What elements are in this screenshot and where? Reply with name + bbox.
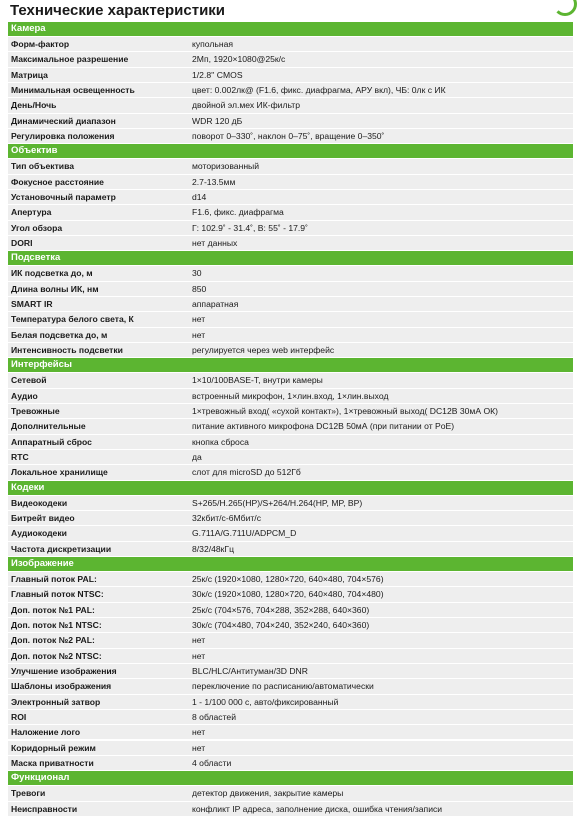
spec-row xyxy=(8,511,573,525)
spec-label: Наложение лого xyxy=(11,727,81,738)
spec-value: регулируется через web интерфейс xyxy=(192,345,335,355)
spec-label: Тревоги xyxy=(11,788,46,799)
spec-row xyxy=(8,221,573,235)
spec-label: Минимальная освещенность xyxy=(11,85,135,96)
spec-value: WDR 120 дБ xyxy=(192,115,243,126)
spec-row xyxy=(8,649,573,663)
spec-label: Шаблоны изображения xyxy=(11,681,112,692)
spec-row xyxy=(8,83,573,97)
spec-table xyxy=(8,22,573,817)
spec-row xyxy=(8,129,573,143)
spec-label: Регулировка положения xyxy=(11,131,115,141)
spec-row xyxy=(8,282,573,296)
spec-label: Интенсивность подсветки xyxy=(11,345,123,355)
spec-label: Сетевой xyxy=(11,375,47,386)
spec-label: Битрейт видео xyxy=(11,513,75,524)
spec-value: G.711A/G.711U/ADPCM_D xyxy=(192,528,297,539)
spec-value: 850 xyxy=(192,283,207,294)
spec-label: ROI xyxy=(11,711,27,722)
spec-value: цвет: 0.002лк@ (F1.6, фикс. диафрагма, АРУ вкл), ЧБ: 0лк с ИК xyxy=(192,85,446,96)
spec-value: кнопка сброса xyxy=(192,436,249,447)
spec-label: Угол обзора xyxy=(11,222,63,233)
spec-value: нет xyxy=(192,742,206,753)
spec-label: Улучшение изображения xyxy=(11,666,117,676)
spec-value: 8 областей xyxy=(192,711,236,722)
spec-row xyxy=(8,450,573,464)
spec-label: SMART IR xyxy=(11,299,53,310)
spec-label: Аппаратный сброс xyxy=(11,436,92,447)
spec-label: Доп. поток №1 NTSC: xyxy=(11,620,102,631)
spec-label: Белая подсветка до, м xyxy=(11,329,108,340)
spec-value: 1×тревожный вход( «сухой контакт»), 1×тревожный выход( DC12В 30мА ОК) xyxy=(192,406,499,417)
spec-label: Установочный параметр xyxy=(11,192,116,203)
spec-value: Г: 102.9˚ - 31.4˚, В: 55˚ - 17.9˚ xyxy=(192,222,308,233)
spec-label: DORI xyxy=(11,238,33,248)
spec-value: 2.7-13.5мм xyxy=(192,176,236,187)
spec-row xyxy=(8,389,573,403)
spec-value: 30к/с (1920×1080, 1280×720, 640×480, 704×480) xyxy=(192,589,384,600)
spec-row xyxy=(8,725,573,739)
spec-value: встроенный микрофон, 1×лин.вход, 1×лин.выход xyxy=(192,390,389,401)
spec-row xyxy=(8,664,573,678)
spec-label: Тип объектива xyxy=(11,161,75,172)
spec-label: Тревожные xyxy=(11,406,60,417)
spec-label: RTC xyxy=(11,452,29,462)
spec-row xyxy=(8,802,573,816)
spec-label: Матрица xyxy=(11,69,48,80)
spec-value: нет данных xyxy=(192,238,238,248)
spec-value: детектор движения, закрытие камеры xyxy=(192,788,344,799)
spec-value: 4 области xyxy=(192,757,232,768)
spec-value: купольная xyxy=(192,39,234,50)
spec-row xyxy=(8,98,573,112)
spec-label: Максимальное разрешение xyxy=(11,54,129,65)
section-header: Камера xyxy=(8,22,573,36)
spec-value: 1×10/100BASE-T, внутри камеры xyxy=(192,375,323,386)
spec-value: 2Мп, 1920×1080@25к/с xyxy=(192,54,286,65)
spec-row xyxy=(8,419,573,433)
spec-label: Электронный затвор xyxy=(11,696,101,707)
spec-row xyxy=(8,343,573,357)
spec-value: да xyxy=(192,452,202,462)
spec-label: Доп. поток №2 NTSC: xyxy=(11,650,102,661)
spec-value: 25к/с (1920×1080, 1280×720, 640×480, 704×576) xyxy=(192,574,384,585)
spec-row xyxy=(8,496,573,510)
spec-value: аппаратная xyxy=(192,299,239,310)
spec-row xyxy=(8,328,573,342)
spec-label: Доп. поток №2 PAL: xyxy=(11,635,95,646)
spec-label: Главный поток NTSC: xyxy=(11,589,104,600)
spec-label: Неисправности xyxy=(11,803,78,814)
spec-row xyxy=(8,435,573,449)
spec-row xyxy=(8,68,573,82)
spec-value: d14 xyxy=(192,192,207,203)
spec-value: 25к/с (704×576, 704×288, 352×288, 640×360) xyxy=(192,604,370,615)
spec-value: 30 xyxy=(192,268,202,279)
spec-label: Частота дискретизации xyxy=(11,543,112,554)
spec-row xyxy=(8,52,573,66)
spec-row xyxy=(8,710,573,724)
spec-row xyxy=(8,37,573,51)
spec-value: 1 - 1/100 000 с, авто/фиксированный xyxy=(192,696,339,707)
spec-label: Температура белого света, К xyxy=(11,314,134,325)
spec-value: 8/32/48кГц xyxy=(192,543,235,554)
spec-row xyxy=(8,679,573,693)
spec-row xyxy=(8,587,573,601)
spec-label: Фокусное расстояние xyxy=(11,176,104,187)
spec-value: поворот 0–330˚, наклон 0–75˚, вращение 0–350˚ xyxy=(192,131,385,141)
spec-row xyxy=(8,695,573,709)
spec-row xyxy=(8,572,573,586)
spec-value: F1.6, фикс. диафрагма xyxy=(192,207,284,218)
spec-row xyxy=(8,266,573,280)
brand-logo-arc-icon xyxy=(553,0,577,16)
spec-row xyxy=(8,542,573,556)
spec-value: конфликт IP адреса, заполнение диска, ошибка чтения/записи xyxy=(192,803,443,814)
spec-value: нет xyxy=(192,635,206,646)
spec-value: слот для microSD до 512Гб xyxy=(192,467,301,478)
spec-row xyxy=(8,373,573,387)
spec-label: Локальное хранилище xyxy=(11,467,108,478)
section-header: Кодеки xyxy=(8,481,573,495)
section-header: Интерфейсы xyxy=(8,358,573,372)
spec-value: моторизованный xyxy=(192,161,260,172)
spec-value: 30к/с (704×480, 704×240, 352×240, 640×360) xyxy=(192,620,370,631)
spec-label: Видеокодеки xyxy=(11,497,68,508)
spec-row xyxy=(8,603,573,617)
spec-row xyxy=(8,159,573,173)
spec-label: Длина волны ИК, нм xyxy=(11,283,99,294)
spec-label: Маска приватности xyxy=(11,757,94,768)
spec-value: S+265/H.265(HP)/S+264/H.264(HP, MP, BP) xyxy=(192,497,363,508)
spec-row xyxy=(8,205,573,219)
spec-label: Аудио xyxy=(11,390,38,401)
page-title: Технические характеристики xyxy=(10,2,226,19)
spec-label: День/Ночь xyxy=(11,100,57,111)
spec-row xyxy=(8,786,573,800)
spec-row xyxy=(8,526,573,540)
spec-value: нет xyxy=(192,314,206,325)
spec-row xyxy=(8,297,573,311)
section-header: Функционал xyxy=(8,771,573,785)
spec-row xyxy=(8,633,573,647)
spec-row xyxy=(8,190,573,204)
spec-row xyxy=(8,756,573,770)
spec-value: 1/2.8'' CMOS xyxy=(192,69,243,80)
spec-row xyxy=(8,741,573,755)
spec-label: Дополнительные xyxy=(11,421,86,432)
spec-value: BLC/HLC/Антитуман/3D DNR xyxy=(192,666,308,676)
spec-label: Главный поток PAL: xyxy=(11,574,97,585)
spec-label: Коридорный режим xyxy=(11,742,96,753)
spec-value: питание активного микрофона DC12В 50мА (при питании от PoE) xyxy=(192,421,455,432)
spec-label: Динамический диапазон xyxy=(11,115,116,126)
section-header: Подсветка xyxy=(8,251,573,265)
spec-label: Апертура xyxy=(11,207,52,218)
spec-label: Доп. поток №1 PAL: xyxy=(11,604,95,615)
spec-row xyxy=(8,618,573,632)
spec-value: двойной эл.мех ИК-фильтр xyxy=(192,100,301,111)
spec-row xyxy=(8,404,573,418)
spec-row xyxy=(8,114,573,128)
section-header: Объектив xyxy=(8,144,573,158)
spec-value: нет xyxy=(192,650,206,661)
spec-row xyxy=(8,175,573,189)
spec-value: 32кбит/с-6Мбит/с xyxy=(192,513,261,524)
spec-row xyxy=(8,312,573,326)
spec-label: ИК подсветка до, м xyxy=(11,268,93,279)
spec-label: Аудиокодеки xyxy=(11,528,67,539)
spec-value: нет xyxy=(192,727,206,738)
spec-row xyxy=(8,236,573,250)
spec-value: нет xyxy=(192,329,206,340)
section-header: Изображение xyxy=(8,557,573,571)
spec-value: переключение по расписанию/автоматически xyxy=(192,681,374,692)
spec-row xyxy=(8,465,573,479)
spec-label: Форм-фактор xyxy=(11,39,70,50)
